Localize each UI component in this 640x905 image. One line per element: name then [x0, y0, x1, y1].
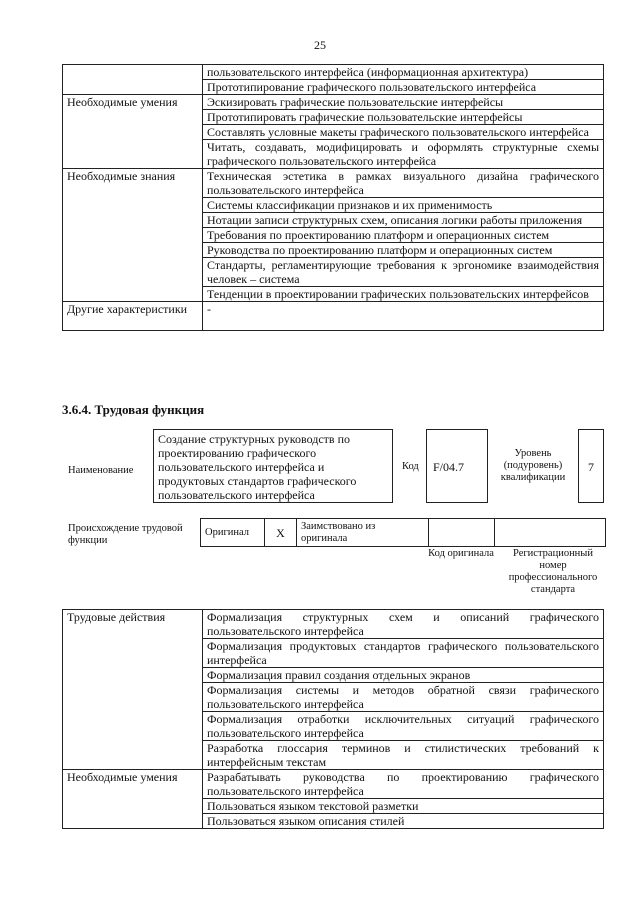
code-label: Код [402, 461, 419, 472]
page-number: 25 [314, 38, 326, 52]
table-row [63, 65, 604, 80]
table-cell: Тенденции в проектировании графических пользовательских интерфейсов [203, 287, 604, 302]
table-row [63, 610, 604, 639]
borrowed-label: Заимствовано из оригинала [297, 519, 429, 547]
table-cell: Составлять условные макеты графического пользовательского интерфейса [203, 125, 604, 140]
table-cell: Эскизировать графические пользовательские интерфейсы [203, 95, 604, 110]
table-row [63, 770, 604, 799]
table-cell: Формализация отработки исключительных ситуаций графического пользовательского интерфейса [203, 712, 604, 741]
name-label: Наименование [68, 465, 134, 476]
table-cell: Требования по проектированию платформ и операционных систем [203, 228, 604, 243]
table-cell: Формализация правил создания отдельных экранов [203, 668, 604, 683]
table-row [63, 302, 604, 331]
row-label-skills: Необходимые умения [63, 770, 203, 829]
code-value-box: F/04.7 [426, 429, 488, 503]
table-cell: Пользоваться языком текстовой разметки [203, 799, 604, 814]
table-cell: пользовательского интерфейса (информационная архитектура) [203, 65, 604, 80]
registration-number-cell [495, 519, 606, 547]
table-cell: Системы классификации признаков и их применимость [203, 198, 604, 213]
section-title: 3.6.4. Трудовая функция [62, 402, 205, 417]
original-code-cell [429, 519, 495, 547]
table-row [63, 95, 604, 110]
table-cell: Формализация системы и методов обратной связи графического пользовательского интерфейса [203, 683, 604, 712]
row-label-knowledge: Необходимые знания [63, 169, 203, 302]
row-label [63, 65, 203, 95]
code-caption: Код оригинала [428, 548, 494, 559]
table-row [201, 519, 606, 547]
table-cell: Прототипировать графические пользовательские интерфейсы [203, 110, 604, 125]
competency-table-top [62, 64, 604, 331]
table-cell: Читать, создавать, модифицировать и оформлять структурные схемы графического пользовательского интерфейса [203, 140, 604, 169]
table-cell: Нотации записи структурных схем, описания логики работы приложения [203, 213, 604, 228]
original-label: Оригинал [201, 519, 265, 547]
competency-table-bottom [62, 609, 604, 829]
row-label-actions: Трудовые действия [63, 610, 203, 770]
table-cell: Техническая эстетика в рамках визуального дизайна графического пользовательского интерфейса [203, 169, 604, 198]
row-label-other: Другие характеристики [63, 302, 203, 331]
table-cell: Руководства по проектированию платформ и операционных систем [203, 243, 604, 258]
row-label-skills: Необходимые умения [63, 95, 203, 169]
origin-table [200, 518, 606, 547]
function-name-box: Создание структурных руководств по проектированию графического пользовательского интерфейса и продуктовых стандартов графического пользовательского интерфейса [153, 429, 393, 503]
level-label: Уровень (подуровень) квалификации [500, 448, 566, 483]
table-cell: Разрабатывать руководства по проектированию графического пользовательского интерфейса [203, 770, 604, 799]
table-cell: Формализация структурных схем и описаний графического пользовательского интерфейса [203, 610, 604, 639]
level-value-box: 7 [578, 429, 604, 503]
original-mark: X [265, 519, 297, 547]
registration-caption: Регистрационный номер профессионального стандарта [508, 548, 598, 595]
table-cell: - [203, 302, 604, 331]
table-cell: Пользоваться языком описания стилей [203, 814, 604, 829]
table-row [63, 169, 604, 198]
table-cell: Формализация продуктовых стандартов графического пользовательского интерфейса [203, 639, 604, 668]
table-cell: Прототипирование графического пользовательского интерфейса [203, 80, 604, 95]
table-cell: Стандарты, регламентирующие требования к эргономике взаимодействия человек – система [203, 258, 604, 287]
origin-label: Происхождение трудовой функции [68, 523, 183, 546]
table-cell: Разработка глоссария терминов и стилистических требований к интерфейсным текстам [203, 741, 604, 770]
